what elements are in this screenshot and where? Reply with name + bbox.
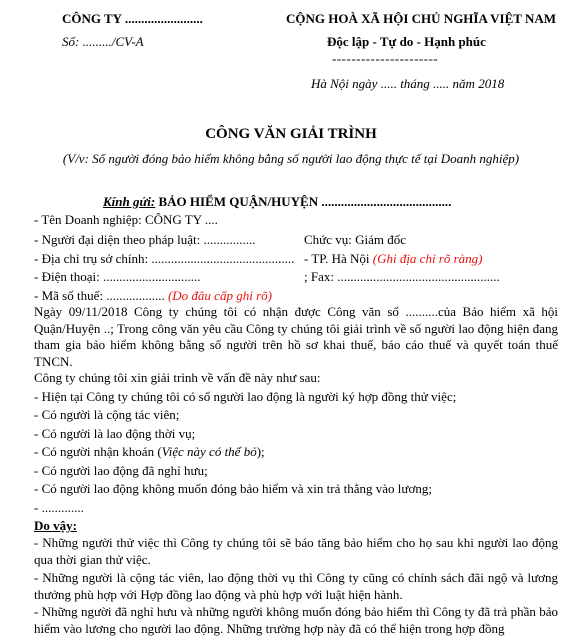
document-subject: (V/v: Số người đóng bảo hiểm không bằng số người lao động thực tế tại Doanh nghiệp) [62, 151, 520, 166]
list-item: - ............. [34, 500, 84, 515]
intro-paragraph: Ngày 09/11/2018 Công ty chúng tôi có nhận được Công văn số ..........của Bảo hiểm xã hội Quận/Huyện ..; Trong công văn yêu cầu Công ty chúng tôi giải trình về số người lao động hiện đang tham gia bảo hiểm không bằng số người trên hồ sơ khai thuế, báo cáo thuế và quyết toán thuế TNCN. [34, 304, 558, 369]
list-item: - Có người lao động không muốn đóng bảo hiểm và xin trả thẳng vào lương; [34, 481, 432, 496]
national-title: CỘNG HOÀ XÃ HỘI CHỦ NGHĨA VIỆT NAM [286, 11, 557, 26]
field-city-note: (Ghi địa chỉ rõ ràng) [372, 251, 483, 266]
recipient-line [103, 193, 451, 210]
company-name-header: CÔNG TY ........................ [62, 11, 203, 26]
field-company-name: - Tên Doanh nghiệp: CÔNG TY .... [34, 212, 218, 227]
field-position: Chức vụ: Giám đốc [304, 232, 407, 247]
field-tax-code-label: - Mã số thuế: .................. [34, 288, 168, 303]
explain-line: Công ty chúng tôi xin giải trình về vấn đề này như sau: [34, 370, 321, 385]
field-phone: - Điện thoại: .............................. [34, 269, 201, 284]
item4-post: ); [256, 444, 265, 459]
therefore-heading: Do vậy: [34, 518, 77, 533]
place-and-date: Hà Nội ngày ..... tháng ..... năm 2018 [311, 76, 505, 91]
document-number: Số: ........./CV-A [62, 34, 144, 49]
field-city-label: - TP. Hà Nội [304, 251, 373, 266]
document-title: CÔNG VĂN GIẢI TRÌNH [205, 126, 377, 142]
list-item: - Hiện tại Công ty chúng tôi có số người lao động là người ký hợp đồng thử việc; [34, 389, 457, 404]
field-address: - Địa chỉ trụ sở chính: ............................................ [34, 251, 295, 266]
national-motto: Độc lập - Tự do - Hạnh phúc [327, 34, 486, 49]
field-city [304, 250, 483, 267]
field-fax: ; Fax: .................................................. [304, 269, 500, 284]
item4-note: Việc này có thể bỏ [161, 444, 257, 459]
list-item: - Có người là lao động thời vụ; [34, 426, 196, 441]
list-item: - Có người lao động đã nghỉ hưu; [34, 463, 208, 478]
conclusion-paragraph: - Những người đã nghỉ hưu và những người không muốn đóng bảo hiểm thì Công ty đã trả phần bảo hiểm vào lương cho người lao động. Những trường hợp này đã có thể hiện trong hợp đồng [34, 604, 558, 636]
field-tax-code [34, 287, 272, 304]
item4-pre: - Có người nhận khoán ( [34, 444, 162, 459]
recipient-value: BẢO HIỂM QUẬN/HUYỆN ........................................ [155, 194, 452, 209]
motto-rule: ---------------------- [332, 51, 439, 66]
field-representative: - Người đại diện theo pháp luật: ................ [34, 232, 256, 247]
conclusion-paragraph: - Những người thử việc thì Công ty chúng tôi sẽ báo tăng bảo hiểm cho họ sau khi người lao động qua thời gian thử việc. [34, 535, 558, 567]
list-item [34, 443, 265, 460]
recipient-label: Kính gửi: [103, 194, 156, 209]
list-item: - Có người là cộng tác viên; [34, 407, 180, 422]
conclusion-paragraph: - Những người là cộng tác viên, lao động thời vụ thì Công ty cũng có chính sách đãi ngộ và lương thưởng phù hợp với Hợp đồng lao động và phù hợp với luật hiện hành. [34, 570, 558, 602]
field-tax-note: (Do đâu cấp ghi rõ) [167, 288, 272, 303]
